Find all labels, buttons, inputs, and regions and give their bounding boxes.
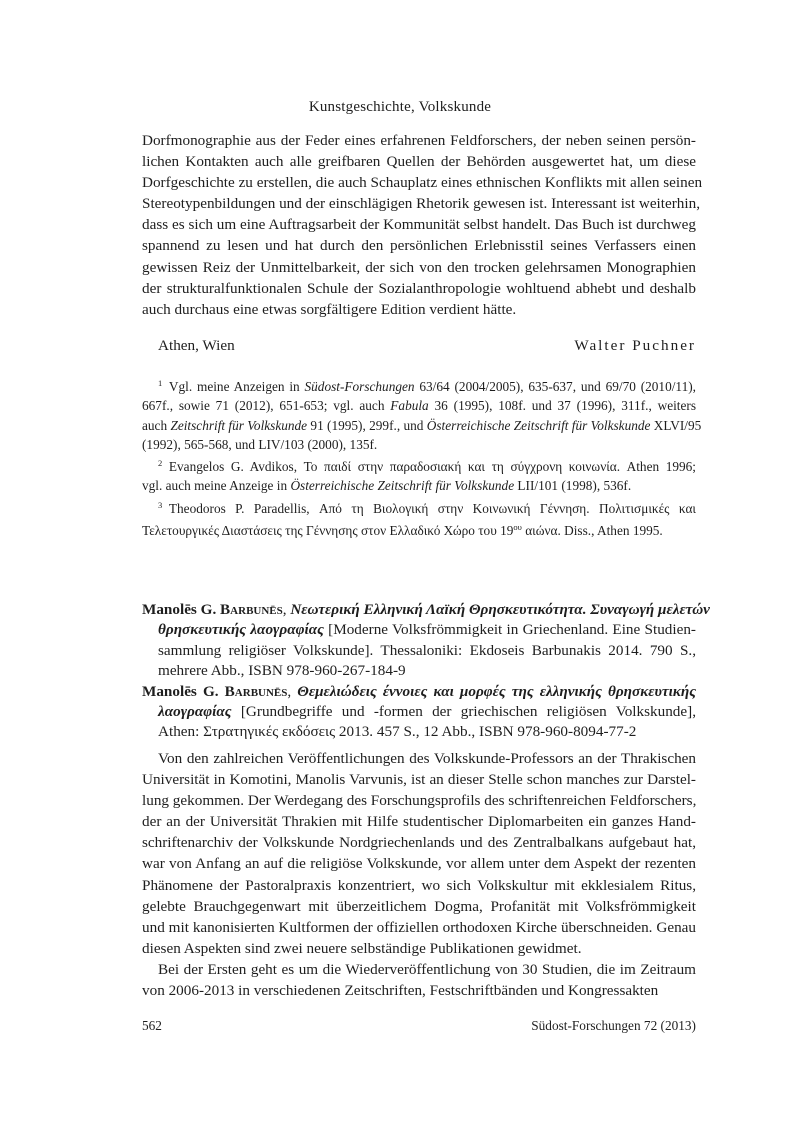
bib2-title: Θεμελιώδεις έννοιες και μορφές της ελληνικής θρησκευτικής [297,682,697,700]
review-p1-line: schriftenarchiv der Volkskunde Nordgriechenlands und des Zentralbalkans aufgebaut hat, [142,834,696,852]
review-p1-line: und mit kanonisierten Kultformen der offiziellen orthodoxen Kirche überschneiden. Genau [142,918,696,936]
bib2-author-last: Barbunēs [224,682,288,700]
review-p1-line: war von Anfang an auf die religiöse Volkskunde, vor allem unter dem Aspekt der rezenten [142,855,696,873]
intro-paragraph [142,130,703,320]
footnote-line: $^1$ Vgl. meine Anzeigen in Südost-Forschungen 63/64 (2004/2005), 635-637, und 69/70 (2010/11), [158,378,696,394]
footnotes [142,374,702,540]
review-p1-line: lung gekommen. Der Werdegang des Forschungsprofils des schriftenreichen Feldforschers, [142,792,697,810]
footnote-line: Τελετουργικές Διαστάσεις της Γέννησης στον Ελλαδικό Χώρο του $19^{o\upsilon}$ αιώνα. Diss., Athen 1995. [142,522,663,539]
footnote-3 [142,496,696,541]
footnote-line: $^3$ Theodoros P. Paradellis, Από τη Βιολογική στην Κοινωνική Γέννηση. Πολιτισμικές και [158,499,696,516]
intro-line: Dorfmonographie aus der Feder eines erfahrenen Feldforschers, der neben seinen persön- [142,132,696,149]
review-paragraph-2 [142,959,696,1001]
bib2-translation: [Grundbegriffe und -formen der griechischen religiösen Volkskunde], [240,703,696,721]
bib1-author-first: Manolēs G. [142,601,217,618]
page-number: 562 [142,1018,162,1033]
bib2-publication: Athen: Στρατηγικές εκδόσεις 2013. 457 S., 12 Abb., ISBN 978-960-8094-77-2 [158,723,637,741]
bib1-translation: [Moderne Volksfrömmigkeit in Griechenland. Eine Studien- [328,621,696,639]
page-footer [142,1018,696,1038]
intro-line: dass es sich um eine Auftragsarbeit der Kommunität selbst handelt. Das Buch ist durchweg [142,216,696,234]
review-signature [158,337,696,359]
footnote-line: $^2$ Evangelos G. Avdikos, Το παιδί στην παραδοσιακή και τη σύγχρονη κοινωνία. Athen 1996; [158,458,696,475]
bib2-title-cont: λαογραφίας [158,703,232,721]
review-p1-line: Von den zahlreichen Veröffentlichungen des Volkskunde-Professors an der Thrakischen [158,750,696,767]
footnote-marker: 2 [158,458,163,469]
review-p1-line: diesen Aspekten sind zwei neuere selbständige Publikationen gewidmet. [142,939,582,957]
footnote-1 [142,374,702,454]
footnote-line: vgl. auch meine Anzeige in Österreichische Zeitschrift für Volkskunde LII/101 (1998), 536f. [142,478,632,494]
bib1-isbn: mehrere Abb., ISBN 978-960-267-184-9 [158,662,406,680]
journal-citation: Südost-Forschungen 72 (2013) [531,1018,696,1033]
intro-line: Stereotypenbildungen und der einschlägigen Rhetorik gewesen ist. Interessant ist weiterhin, [142,195,700,213]
footnote-marker: 3 [158,499,163,510]
bib-entry-2: Manolēs G. Barbunēs, Θεμελιώδεις έννοιες και μορφές της ελληνικής θρησκευτικής λαογραφίας [Grundbegriffe und -formen der griechischen religiösen Volkskunde], Athen: Στρατηγικές εκδόσεις 2013. 457 S., 12 Abb., ISBN 978-960-8094-77-2 [142,682,696,743]
bib-entry-1: Manolēs G. Barbunēs, Νεωτερική Ελληνική Λαϊκή Θρησκευτικότητα. Συναγωγή μελετών θρησκευτικής λαογραφίας [Moderne Volksfrömmigkeit in Griechenland. Eine Studien- sammlung religiöser Volkskunde]. Thessaloniki: Ekdoseis Barbunakis 2014. 790 S., mehrere Abb., ISBN 978-960-267-184-9 [142,600,696,682]
intro-line: gewissen Reiz der Unmittelbarkeit, der sich von den trocken gelehrsamen Monographien [142,258,696,276]
review-bibliography [142,600,710,743]
intro-line: auch durchaus eine etwas sorgfältigere Edition verdient hätte. [142,300,517,318]
running-header: Kunstgeschichte, Volkskunde [308,99,492,115]
intro-line: Dorfgeschichte zu erstellen, die auch Schauplatz eines ethnischen Konflikts mit allen seinen [142,174,703,192]
signature-place: Athen, Wien [158,337,235,354]
review-p1-line: der an der Universität Thrakien mit Hilfe studentischer Diplomarbeiten ein ganzes Hand- [142,813,696,831]
review-p1-line: gelebte Brauchgegenwart mit überzeitlichem Dogma, Profanität mit Volksfrömmigkeit [142,897,696,915]
review-p2-line: von 2006-2013 in verschiedenen Zeitschriften, Festschriftbänden und Kongressakten [142,982,659,1000]
intro-line: lichen Kontakten auch alle greifbaren Quellen der Behörden ausgewertet hat, um diese [142,153,696,171]
review-p1-line: Phänomene der Pastoralpraxis konzentriert, wo sich Volkskultur mit ekklesialem Ritus, [142,876,696,894]
bib1-author-last: Barbunēs [220,601,283,618]
footnote-line: (1992), 565-568, und LIV/103 (2000), 135f. [142,436,378,452]
intro-line: spannend zu lesen und hat durch den persönlichen Erlebnisstil seines Verfassers einen [142,237,696,255]
review-p1-line: Universität in Komotini, Manolis Varvunis, ist an dieser Stelle schon manches zur Darstel- [142,771,696,789]
bib1-title: Νεωτερική Ελληνική Λαϊκή Θρησκευτικότητα. Συναγωγή μελετών [290,601,710,618]
bib1-publication: sammlung religiöser Volkskunde]. Thessaloniki: Ekdoseis Barbunakis 2014. 790 S., [158,641,696,659]
intro-line: der strukturalfunktionalen Schule der Sozialanthropologie wohltuend abhebt und deshalb [142,279,696,297]
bib1-title-cont: θρησκευτικής λαογραφίας [158,621,324,639]
signature-author: Walter Puchner [574,337,696,354]
bib2-author-first: Manolēs G. [142,682,219,700]
review-p2-line: Bei der Ersten geht es um die Wiederveröffentlichung von 30 Studien, die im Zeitraum [158,960,696,978]
footnote-line: 667f., sowie 71 (2012), 651-653; vgl. auch Fabula 36 (1995), 108f. und 37 (1996), 311f., weiters [142,398,696,414]
review-body [142,748,696,1001]
review-paragraph-1 [142,748,696,959]
footnote-marker: 1 [158,378,163,388]
footnote-line: auch Zeitschrift für Volkskunde 91 (1995), 299f., und Österreichische Zeitschrift für Volkskunde XLVI/95 [142,417,702,433]
footnote-2 [142,454,696,496]
